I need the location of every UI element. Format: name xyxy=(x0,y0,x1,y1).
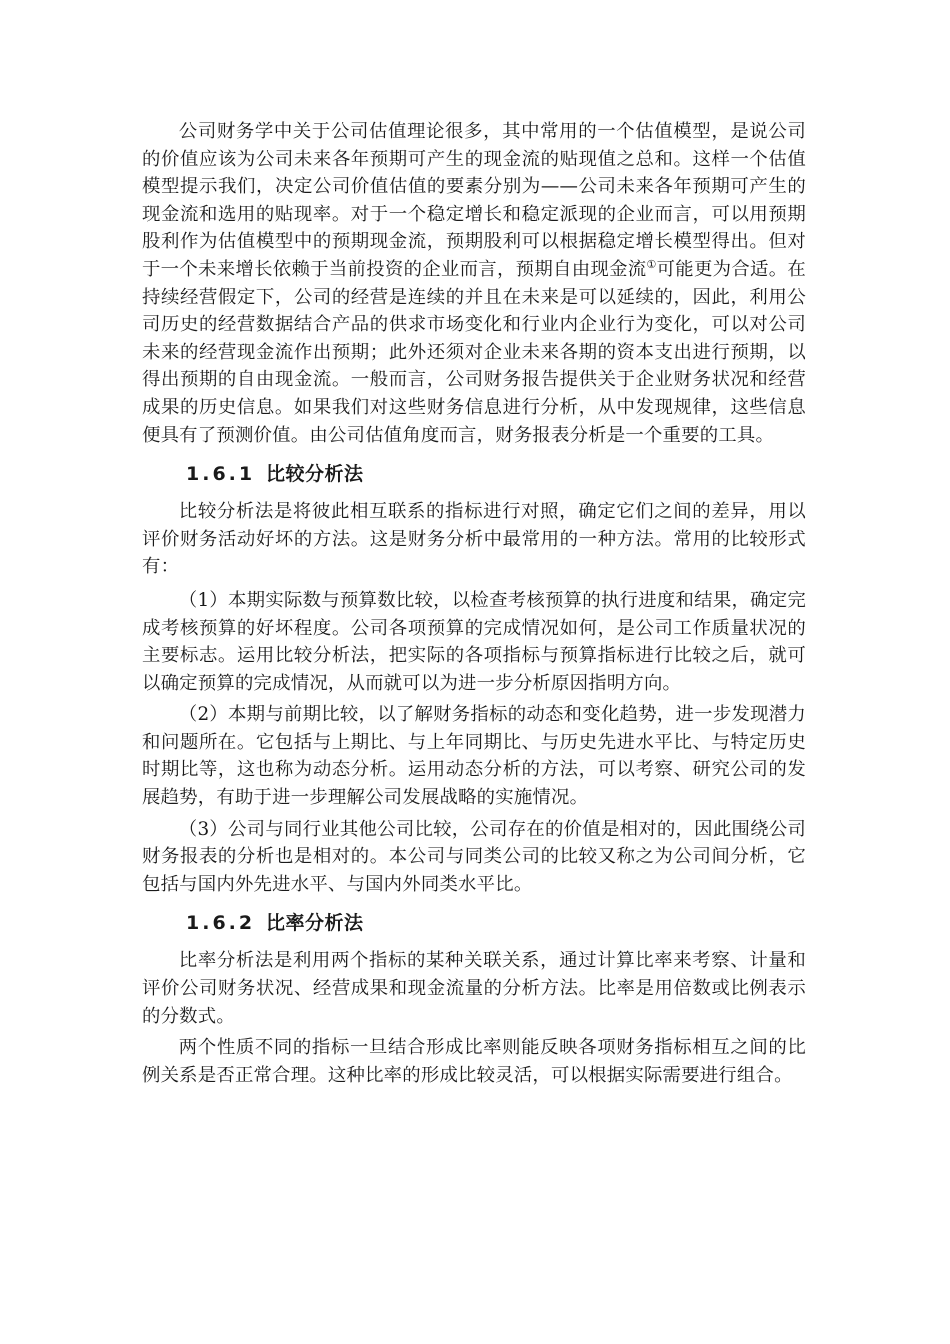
section1-intro-paragraph: 比较分析法是将彼此相互联系的指标进行对照，确定它们之间的差异，用以评价财务活动好坏的方法。这是财务分析中最常用的一种方法。常用的比较形式有： xyxy=(142,501,806,578)
section-heading-comparative-analysis xyxy=(142,461,806,488)
section1-item-1: （1）本期实际数与预算数比较，以检查考核预算的执行进度和结果，确定完成考核预算的好坏程度。公司各项预算的完成情况如何，是公司工作质量状况的主要标志。运用比较分析法，把实际的各项指标与预算指标进行比较之后，就可以确定预算的完成情况，从而就可以为进一步分析原因指明方向。 xyxy=(142,589,806,694)
section-heading-ratio-analysis xyxy=(142,910,806,937)
section-title: 比较分析法 xyxy=(266,463,364,486)
section-number: 1.6.1 xyxy=(186,463,256,486)
document-page xyxy=(142,118,806,1089)
section2-paragraph-1: 比率分析法是利用两个指标的某种关联关系，通过计算比率来考察、计量和评价公司财务状况、经营成果和现金流量的分析方法。比率是用倍数或比例表示的分数式。 xyxy=(142,950,806,1027)
intro-text-before: 公司财务学中关于公司估值理论很多，其中常用的一个估值模型，是说公司的价值应该为公司未来各年预期可产生的现金流的贴现值之总和。这样一个估值模型提示我们，决定公司价值估值的要素分别为——公司未来各年预期可产生的现金流和选用的贴现率。对于一个稳定增长和稳定派现的企业而言，可以用预期股利作为估值模型中的预期现金流，预期股利可以根据稳定增长模型得出。但对于一个未来增长依赖于当前投资的企业而言，预期自由现金流 xyxy=(142,121,806,280)
section-title: 比率分析法 xyxy=(266,912,364,935)
section1-item-3: （3）公司与同行业其他公司比较，公司存在的价值是相对的，因此围绕公司财务报表的分析也是相对的。本公司与同类公司的比较又称之为公司间分析，它包括与国内外先进水平、与国内外同类水平比。 xyxy=(142,818,806,895)
section1-item-2: （2）本期与前期比较，以了解财务指标的动态和变化趋势，进一步发现潜力和问题所在。它包括与上期比、与上年同期比、与历史先进水平比、与特定历史时期比等，这也称为动态分析。运用动态分析的方法，可以考察、研究公司的发展趋势，有助于进一步理解公司发展战略的实施情况。 xyxy=(142,704,806,809)
footnote-mark[interactable]: ① xyxy=(646,257,657,271)
section2-paragraph-2: 两个性质不同的指标一旦结合形成比率则能反映各项财务指标相互之间的比例关系是否正常合理。这种比率的形成比较灵活，可以根据实际需要进行组合。 xyxy=(142,1037,806,1086)
section-number: 1.6.2 xyxy=(186,912,256,935)
intro-text-after: 可能更为合适。在持续经营假定下，公司的经营是连续的并且在未来是可以延续的，因此，利用公司历史的经营数据结合产品的供求市场变化和行业内企业行为变化，可以对公司未来的经营现金流作出预期；此外还须对企业未来各期的资本支出进行预期，以得出预期的自由现金流。一般而言，公司财务报告提供关于企业财务状况和经营成果的历史信息。如果我们对这些财务信息进行分析，从中发现规律，这些信息便具有了预测价值。由公司估值角度而言，财务报表分析是一个重要的工具。 xyxy=(142,258,807,446)
intro-paragraph xyxy=(142,118,806,449)
